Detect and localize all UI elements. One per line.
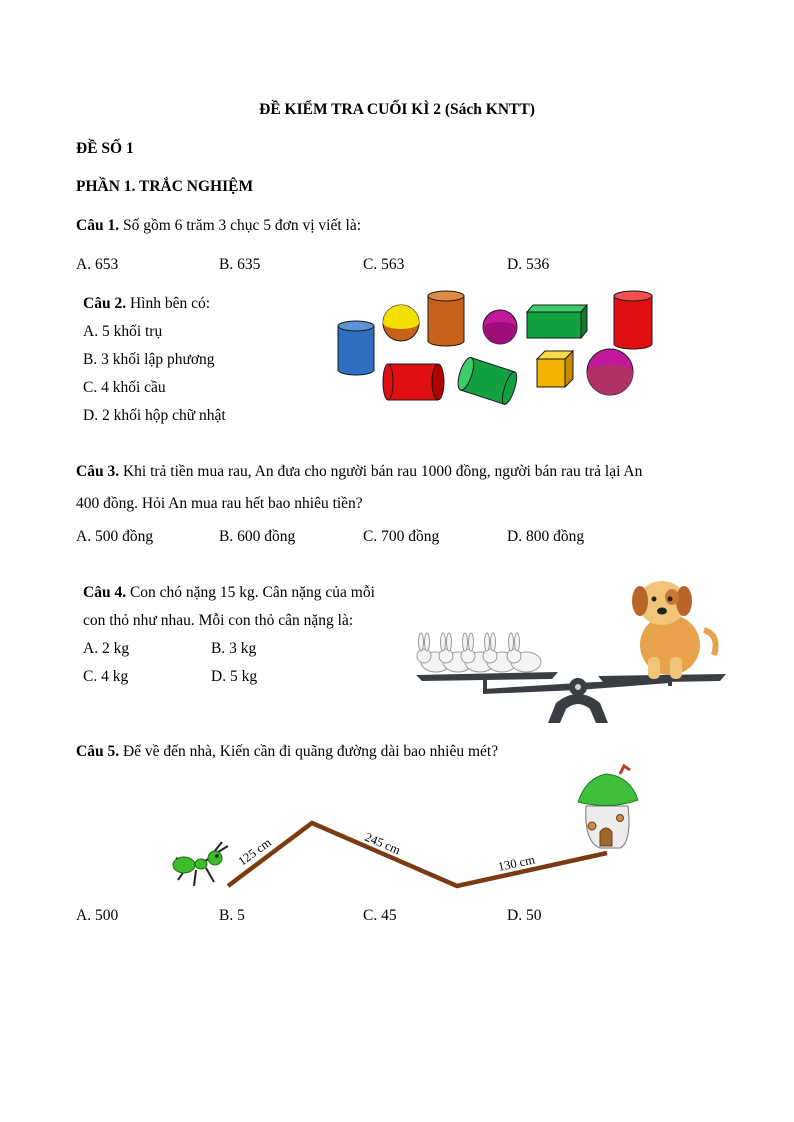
question-2-label: Câu 2. <box>83 295 127 312</box>
segment-label-2: 245 cm <box>362 829 403 858</box>
mushroom-house-icon <box>578 766 638 848</box>
path-line <box>228 823 607 886</box>
question-1-label: Câu 1. <box>76 217 120 234</box>
question-1-text: Số gồm 6 trăm 3 chục 5 đơn vị viết là: <box>122 217 362 234</box>
question-5-text: Để về đến nhà, Kiến cần đi quãng đường dài bao nhiêu mét? <box>122 743 499 760</box>
q3-option-a: A. 500 đồng <box>76 528 154 545</box>
q4-option-d: D. 5 kg <box>211 668 258 685</box>
ant-icon <box>173 842 228 886</box>
q4-option-a: A. 2 kg <box>83 640 130 657</box>
q1-option-b: B. 635 <box>219 256 261 273</box>
q3-option-c: C. 700 đồng <box>363 528 440 545</box>
exam-number: ĐỀ SỐ 1 <box>76 140 134 157</box>
question-2-text: Hình bên có: <box>129 295 211 312</box>
q1-option-a: A. 653 <box>76 256 119 273</box>
question-4-text-2: con thỏ như nhau. Mỗi con thỏ cân nặng là: <box>83 612 354 629</box>
q1-option-d: D. 536 <box>507 256 550 273</box>
question-4-label: Câu 4. <box>83 584 127 601</box>
question-3-text-2: 400 đồng. Hỏi An mua rau hết bao nhiêu tiền? <box>76 495 363 512</box>
page-title: ĐỀ KIỂM TRA CUỐI KÌ 2 (Sách KNTT) <box>259 101 535 118</box>
q5-option-a: A. 500 <box>76 907 119 924</box>
section-title: PHẦN 1. TRẮC NGHIỆM <box>76 178 254 195</box>
q2-option-c: C. 4 khối cầu <box>83 379 166 396</box>
question-5-label: Câu 5. <box>76 743 120 760</box>
q4-option-c: C. 4 kg <box>83 668 129 685</box>
question-4-text-1: Con chó nặng 15 kg. Cân nặng của mỗi <box>129 584 375 601</box>
q3-option-b: B. 600 đồng <box>219 528 296 545</box>
question-3-text-1: Khi trả tiền mua rau, An đưa cho người bán rau 1000 đồng, người bán rau trả lại An <box>122 463 643 480</box>
q2-option-b: B. 3 khối lập phương <box>83 351 215 368</box>
q5-option-c: C. 45 <box>363 907 397 924</box>
segment-label-3: 130 cm <box>496 852 536 874</box>
q5-option-b: B. 5 <box>219 907 245 924</box>
q2-option-a: A. 5 khối trụ <box>83 323 163 340</box>
segment-label-1: 125 cm <box>235 835 274 869</box>
q2-option-d: D. 2 khối hộp chữ nhật <box>83 407 226 424</box>
q1-option-c: C. 563 <box>363 256 405 273</box>
q3-option-d: D. 800 đồng <box>507 528 585 545</box>
question-3-label: Câu 3. <box>76 463 120 480</box>
q4-option-b: B. 3 kg <box>211 640 257 657</box>
q5-option-d: D. 50 <box>507 907 542 924</box>
